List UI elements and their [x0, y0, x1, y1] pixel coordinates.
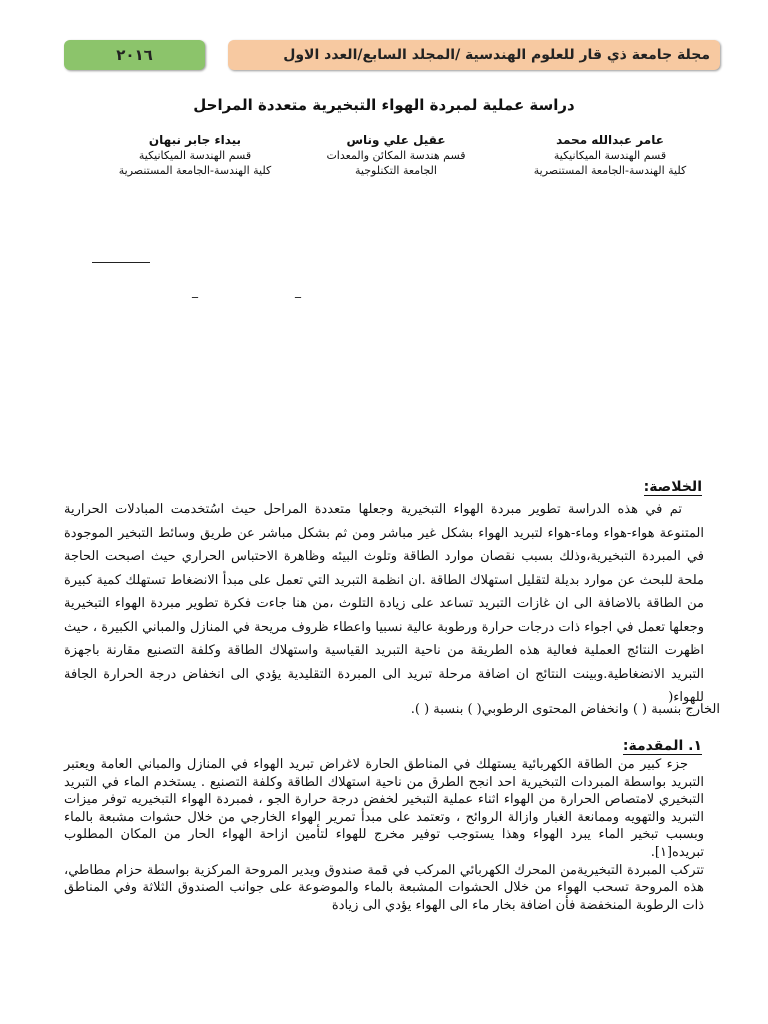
- author-institution: كلية الهندسة-الجامعة المستنصرية: [118, 164, 272, 177]
- journal-header: مجلة جامعة ذي قار للعلوم الهندسية /المجلد السابع/العدد الاول: [228, 40, 720, 70]
- introduction-heading: ١. المقدمة:: [622, 738, 702, 754]
- author-institution: الجامعة التكنلوجية: [355, 164, 437, 177]
- year-badge: ٢٠١٦: [64, 40, 205, 70]
- dash-mark: _: [295, 284, 301, 298]
- introduction-body: [64, 756, 704, 914]
- abstract-body: [64, 498, 704, 710]
- author-3: [95, 133, 295, 178]
- author-department: قسم هندسة المكائن والمعدات: [326, 149, 466, 162]
- abstract-heading: الخلاصة:: [643, 479, 702, 495]
- author-name: عامر عبدالله محمد: [556, 133, 664, 147]
- author-institution: كلية الهندسة-الجامعة المستنصرية: [533, 164, 687, 177]
- author-name: بيداء جابر نبهان: [148, 133, 242, 147]
- separator-line: [92, 262, 150, 263]
- abstract-tail-line: الخارج بنسبة ( ) وانخفاض المحتوى الرطوبي( ) بنسبة ( ).: [410, 702, 720, 717]
- dash-mark: _: [192, 284, 198, 298]
- paper-title: دراسة عملية لمبردة الهواء التبخيرية متعددة المراحل: [193, 96, 575, 114]
- author-2: [296, 133, 496, 178]
- author-department: قسم الهندسة الميكانيكية: [553, 149, 667, 162]
- introduction-paragraph-1: جزء كبير من الطاقة الكهربائية يستهلك في المناطق الحارة لاغراض تبريد الهواء في المنازل والمباني العامة ويعتبر التبريد بواسطة المبردات التبخيرية احد انجح الطرق من ناحية استهلاك الطاقة وكلفة التصنيع . يستخدم الماء في التبريد التبخيري لامتصاص الحرارة من الهواء اثناء عملية التبخير لخفض درجة حرارة الجو ، فمبردة الهواء التبخيريه توفر ميزات التبريد والتهويه وممانعة الغبار وازالة الروائح ، وتعتمد على مبدأ تمرير الهواء الخارجي من خلال حشوات مشبعة بالماء وبسبب تبخير الماء يبرد الهواء وهذا يستوجب توفير مخرج للهواء لتأمين ازاحة الهواء الحار من المكان المطلوب تبريده[١].: [64, 757, 704, 860]
- abstract-paragraph: تم في هذه الدراسة تطوير مبردة الهواء التبخيرية وجعلها متعددة المراحل حيث اسُتخدمت المبادلات الحرارية المتنوعة هواء-هواء وماء-هواء لتبريد الهواء بشكل غير مباشر ومن ثم بشكل مباشر عن طريق وسائط التبخير الموجودة في المبردة التبخيرية،وذلك بسبب نقصان موارد الطاقة وتلوث البيئه وظاهرة الاحتباس الحراري حيث اصبحت الحاجة ملحة للبحث عن موارد بديلة لتقليل استهلاك الطاقة .ان انظمة التبريد التي تعمل على مبدأ الانضغاط تستهلك كمية كبيرة من الطاقة بالاضافة الى ان غازات التبريد تساعد على زيادة التلوث ،من هنا جاءت فكرة تطوير مبردة الهواء التبخيرية وجعلها تعمل في اجواء ذات درجات حرارة ورطوبة عالية نسبيا واعطاء ظروف مريحة في المنازل والمباني الكبيرة ، حيث اظهرت النتائج العملية فعالية هذه الطريقة من ناحية التبريد القياسية واستهلاك الطاقة وكلفة التصنيع مقارنة باجهزة التبريد الانضغاطية.وبينت النتائج ان اضافة مرحلة تبريد الى المبردة التقليدية يؤدي الى انخفاض درجة الحرارة الجافة للهواء(: [64, 502, 704, 705]
- author-department: قسم الهندسة الميكانيكية: [138, 149, 252, 162]
- author-1: [510, 133, 710, 178]
- introduction-paragraph-2: تتركب المبردة التبخيريةمن المحرك الكهربائي المركب في قمة صندوق ويدير المروحة المركزية بواسطة حزام مطاطي، هذه المروحة تسحب الهواء من خلال الحشوات المشبعة بالماء والموضوعة على جوانب الصندوق الثلاثة وفي المناطق ذات الرطوبة المنخفضة فأن اضافة بخار ماء الى الهواء يؤدي الى زيادة: [64, 862, 704, 913]
- author-name: عقيل علي وناس: [346, 133, 446, 147]
